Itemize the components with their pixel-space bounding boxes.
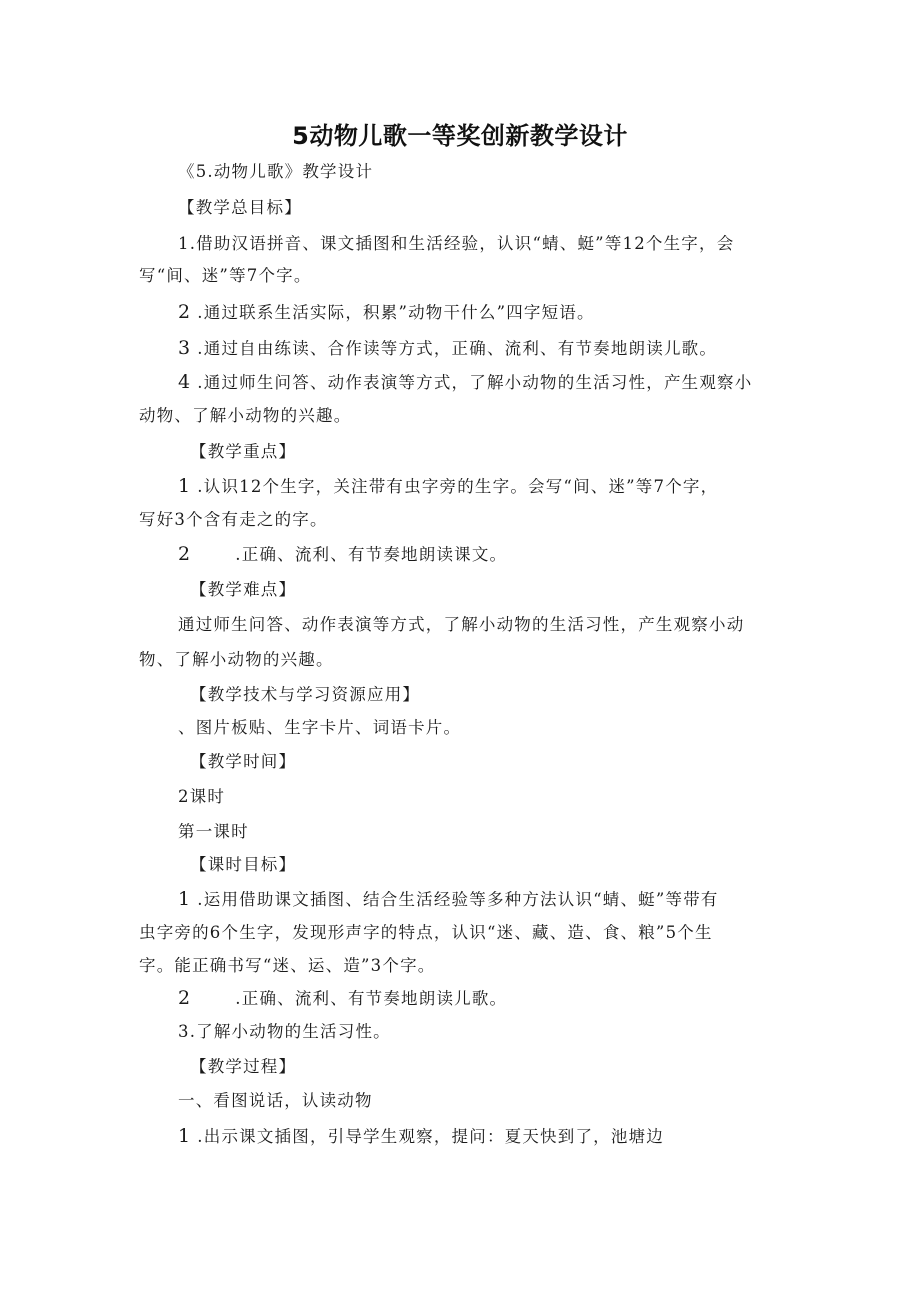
- goal1-line1: 1.借助汉语拼音、课文插图和生活经验，认识“蜻、蜓”等12个生字，会: [178, 234, 735, 253]
- goal2-text: .通过联系生活实际，积累”动物干什么”四字短语。: [197, 303, 595, 322]
- lesson-goal1-text: .运用借助课文插图、结合生活经验等多种方法认识“蜻、蜓”等带有: [197, 890, 719, 909]
- process-section1: 一、看图说话，认读动物: [178, 1091, 373, 1110]
- goal3-number: 3: [178, 337, 192, 359]
- goal3: [178, 338, 717, 359]
- goal1-line2: 写“间、迷”等7个字。: [139, 266, 312, 285]
- resources-heading: 【教学技术与学习资源应用】: [190, 685, 421, 704]
- lesson-goal2-text: .正确、流利、有节奏地朗读儿歌。: [235, 989, 508, 1008]
- difficulty-line2: 物、了解小动物的兴趣。: [139, 650, 334, 669]
- goal4-line2: 动物、了解小动物的兴趣。: [139, 406, 352, 425]
- time-text: 2课时: [178, 787, 226, 806]
- difficulty-heading: 【教学难点】: [190, 580, 297, 599]
- key1: [178, 476, 718, 497]
- lesson-goal1-line3: 字。能正确书写“迷、运、造”3个字。: [139, 956, 436, 975]
- goals-heading: 【教学总目标】: [178, 198, 302, 217]
- key2-text: .正确、流利、有节奏地朗读课文。: [235, 545, 508, 564]
- key1-line2: 写好3个含有走之的字。: [139, 510, 328, 529]
- resources-text: 、图片板贴、生字卡片、词语卡片。: [178, 718, 462, 737]
- lesson-goal1-number: 1: [178, 888, 192, 910]
- key-heading: 【教学重点】: [190, 442, 297, 461]
- goal2: [178, 302, 595, 323]
- lesson-goal1: [178, 889, 719, 910]
- key1-text: .认识12个生字，关注带有虫字旁的生字。会写“间、迷”等7个字，: [197, 477, 719, 496]
- lesson-goal1-line2: 虫字旁的6个生字，发现形声字的特点，认识“迷、藏、造、食、粮”5个生: [139, 923, 713, 942]
- lesson-goals-heading: 【课时目标】: [190, 855, 297, 874]
- goal4: [178, 372, 752, 393]
- process1-text: .出示课文插图，引导学生观察，提问：夏天快到了，池塘边: [197, 1127, 664, 1146]
- goal4-text: .通过师生问答、动作表演等方式，了解小动物的生活习性，产生观察小: [197, 373, 753, 392]
- lesson1-label: 第一课时: [178, 822, 249, 841]
- document-title: 5动物儿歌一等奖创新教学设计: [292, 122, 628, 150]
- lesson-goal3: 3.了解小动物的生活习性。: [178, 1022, 391, 1041]
- goal3-text: .通过自由练读、合作读等方式，正确、流利、有节奏地朗读儿歌。: [197, 339, 718, 358]
- goal4-number: 4: [178, 371, 192, 393]
- process-heading: 【教学过程】: [190, 1057, 297, 1076]
- difficulty-line1: 通过师生问答、动作表演等方式，了解小动物的生活习性，产生观察小动: [178, 615, 745, 634]
- process1-number: 1: [178, 1125, 192, 1147]
- lesson-goal2-number: 2: [178, 987, 192, 1009]
- key1-number: 1: [178, 475, 192, 497]
- time-heading: 【教学时间】: [190, 752, 297, 771]
- lesson-goal2: [178, 988, 507, 1009]
- key2: [178, 544, 507, 565]
- process1: [178, 1126, 664, 1147]
- key2-number: 2: [178, 543, 192, 565]
- goal2-number: 2: [178, 301, 192, 323]
- document-subtitle: 《5.动物儿歌》教学设计: [178, 162, 374, 181]
